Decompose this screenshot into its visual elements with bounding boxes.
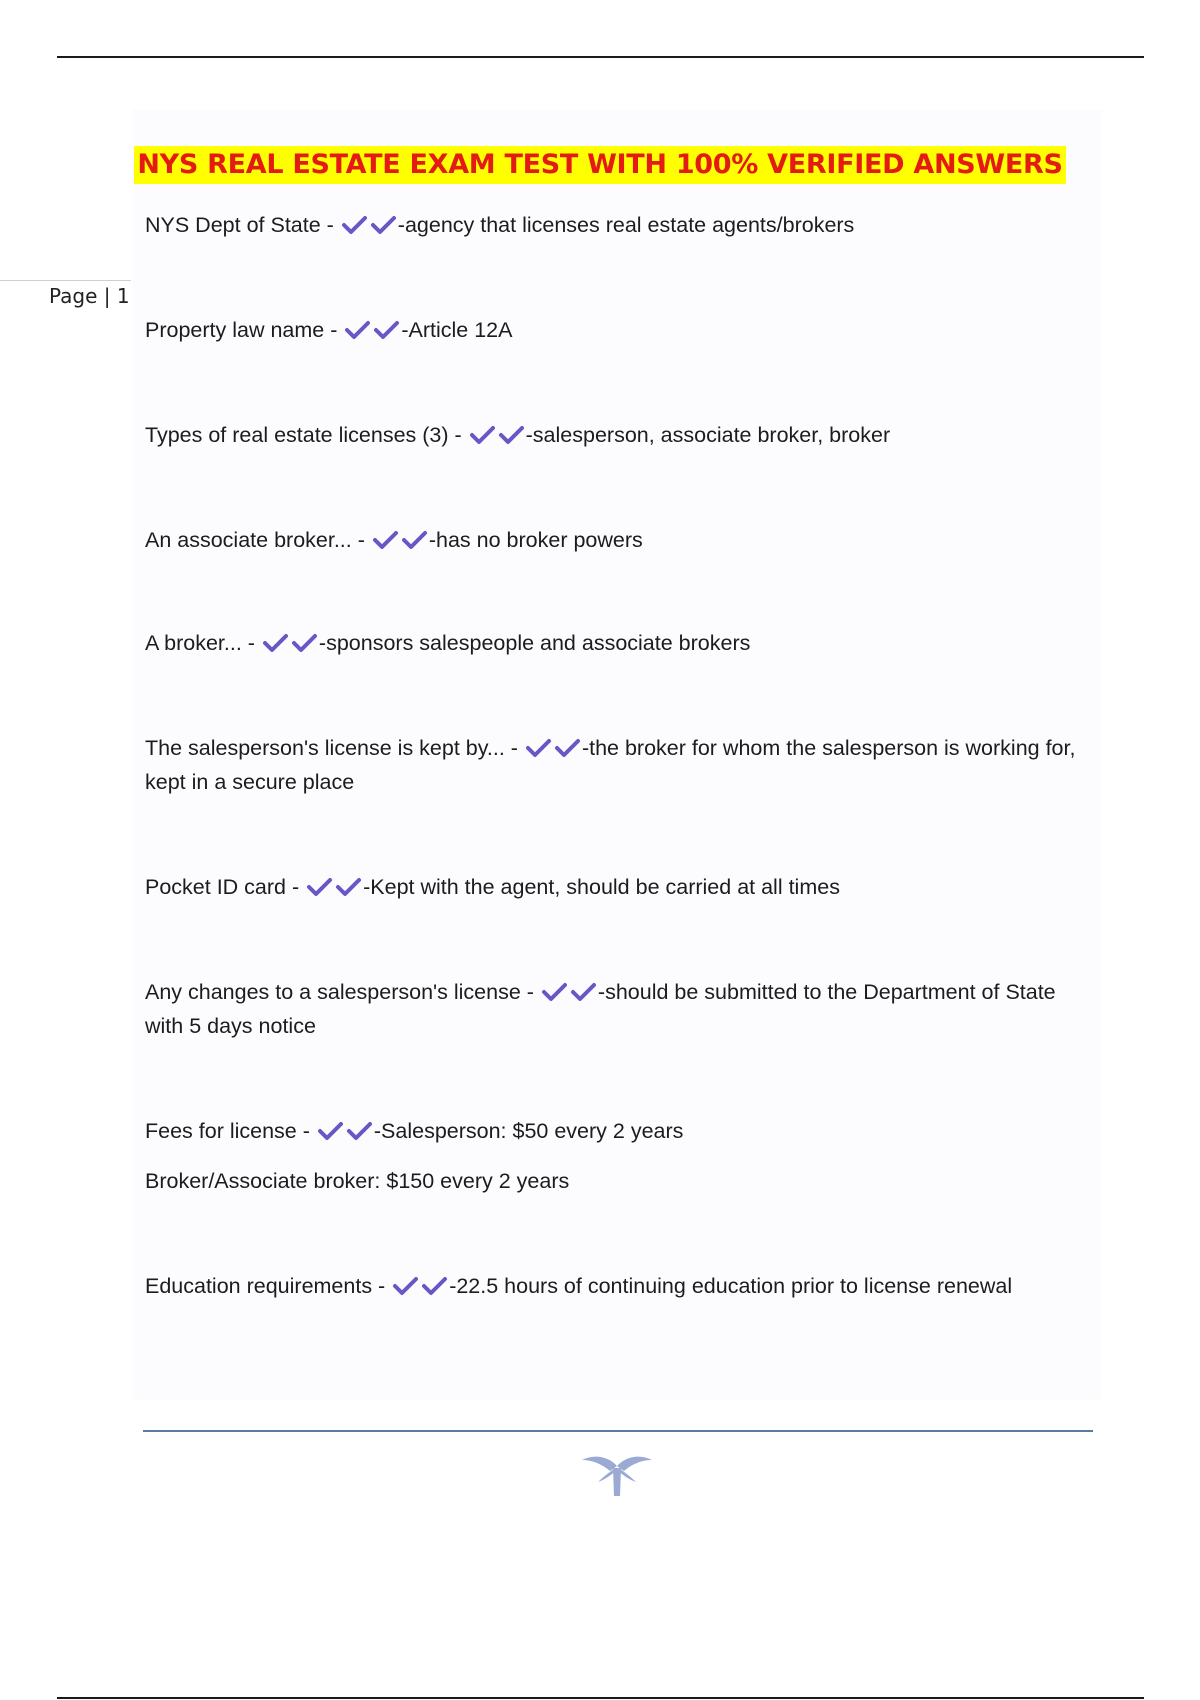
- qa-term: Types of real estate licenses (3) -: [145, 423, 468, 447]
- qa-answer: -the broker for whom the salesperson is working for, kept in a secure place: [145, 736, 1076, 794]
- qa-item: [145, 870, 1095, 904]
- qa-answer: -should be submitted to the Department of State with 5 days notice: [145, 980, 1056, 1038]
- qa-answer: -agency that licenses real estate agents/brokers: [397, 213, 855, 237]
- check-icon: [421, 1276, 448, 1296]
- check-icon: [372, 530, 399, 550]
- qa-item: [145, 1114, 1095, 1148]
- title-container: [0, 146, 1200, 184]
- qa-answer: -Article 12A: [401, 318, 513, 342]
- check-icon: [554, 738, 581, 758]
- qa-term: A broker... -: [145, 631, 261, 655]
- check-icon: [525, 738, 552, 758]
- header-rule: [57, 56, 1144, 58]
- check-icon: [570, 982, 597, 1002]
- check-icon: [469, 425, 496, 445]
- footer-rule: [143, 1430, 1093, 1432]
- check-icon: [392, 1276, 419, 1296]
- qa-term: NYS Dept of State -: [145, 213, 340, 237]
- qa-item: [145, 975, 1095, 1043]
- qa-item: [145, 523, 1095, 557]
- qa-answer: -salesperson, associate broker, broker: [525, 423, 891, 447]
- check-icon: [317, 1121, 344, 1141]
- qa-term: Education requirements -: [145, 1274, 392, 1298]
- qa-answer: -Kept with the agent, should be carried at all times: [363, 875, 840, 899]
- qa-answer: -has no broker powers: [428, 528, 643, 552]
- footer-page-rule: [57, 1697, 1144, 1699]
- document-title: NYS REAL ESTATE EXAM TEST WITH 100% VERIFIED ANSWERS: [134, 146, 1065, 184]
- check-icon: [341, 215, 368, 235]
- qa-answer: -Salesperson: $50 every 2 years: [373, 1119, 684, 1143]
- qa-item: [145, 208, 1095, 242]
- qa-term: Fees for license -: [145, 1119, 316, 1143]
- qa-item: [145, 731, 1095, 799]
- qa-answer: -sponsors salespeople and associate brokers: [318, 631, 751, 655]
- check-icon: [346, 1121, 373, 1141]
- check-icon: [262, 633, 289, 653]
- qa-term: An associate broker... -: [145, 528, 371, 552]
- check-icon: [373, 320, 400, 340]
- page-label-rule: [0, 280, 131, 281]
- qa-term: Pocket ID card -: [145, 875, 306, 899]
- check-icon: [498, 425, 525, 445]
- qa-item: [145, 626, 1095, 660]
- page-number-label: Page | 1: [49, 284, 130, 308]
- check-icon: [370, 215, 397, 235]
- decorative-leaf-icon: [580, 1446, 654, 1498]
- check-icon: [401, 530, 428, 550]
- qa-answer: -22.5 hours of continuing education prior to license renewal: [449, 1274, 1013, 1298]
- qa-item: [145, 313, 1095, 347]
- qa-item: [145, 418, 1095, 452]
- check-icon: [291, 633, 318, 653]
- check-icon: [335, 877, 362, 897]
- check-icon: [344, 320, 371, 340]
- check-icon: [541, 982, 568, 1002]
- qa-term: Any changes to a salesperson's license -: [145, 980, 540, 1004]
- qa-extra-line: Broker/Associate broker: $150 every 2 years: [145, 1169, 570, 1193]
- qa-term: Property law name -: [145, 318, 344, 342]
- check-icon: [306, 877, 333, 897]
- qa-term: The salesperson's license is kept by... -: [145, 736, 524, 760]
- qa-item: [145, 1269, 1095, 1303]
